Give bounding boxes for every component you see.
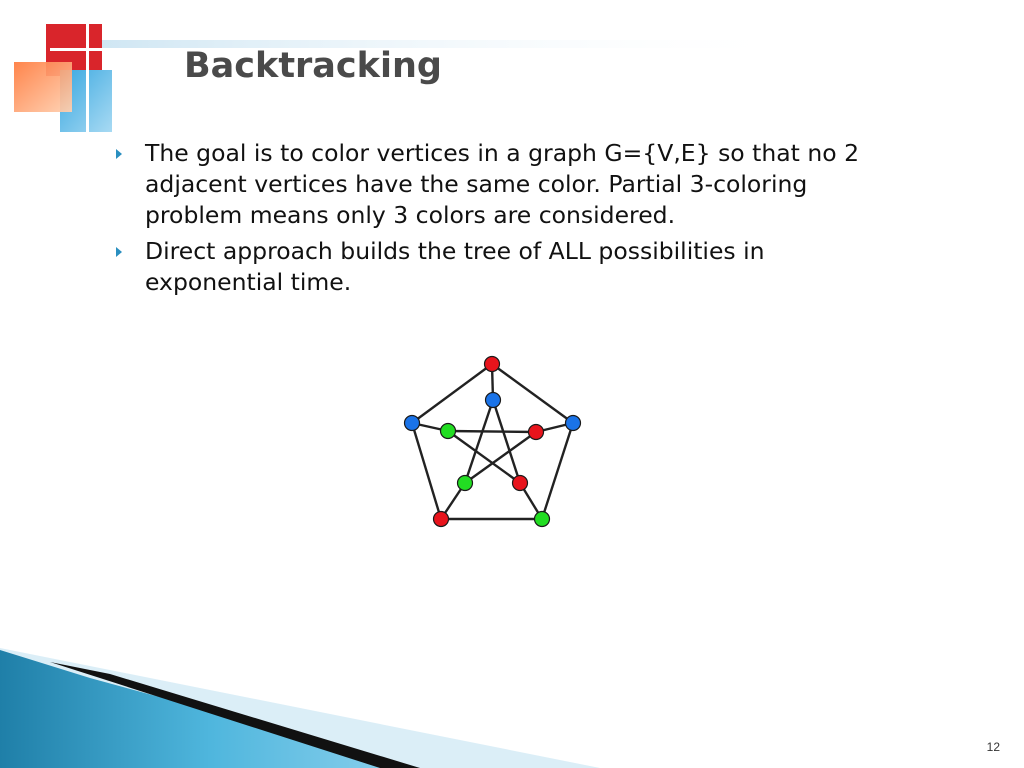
triangle-bullet-icon [116,247,122,257]
graph-edges [412,364,573,519]
petersen-graph-figure [395,350,595,535]
slide-title: Backtracking [184,46,442,86]
footer-decoration [0,640,1024,768]
logo-icon [14,14,112,132]
graph-edge [542,423,573,519]
graph-vertex-red [485,357,500,372]
graph-edge [493,400,520,483]
graph-edge [412,364,492,423]
bullet-text: The goal is to color vertices in a graph G={V,E} so that no 2 adjacent vertices have the same color. Partial 3-coloring problem means only 3 colors are considered. [145,139,860,229]
graph-vertex-green [441,424,456,439]
graph-vertex-blue [486,393,501,408]
bullet-item [114,236,904,298]
graph-vertex-red [434,512,449,527]
graph-vertex-blue [566,416,581,431]
bullet-text: Direct approach builds the tree of ALL possibilities in exponential time. [145,237,765,296]
graph-edge [465,432,536,483]
bullet-item [114,138,904,231]
graph-edge [448,431,520,483]
graph-vertex-green [535,512,550,527]
page-number: 12 [986,740,1000,754]
graph-edge [492,364,573,423]
triangle-bullet-icon [116,149,122,159]
graph-edge [412,423,441,519]
graph-vertex-red [529,425,544,440]
graph-edge [448,431,536,432]
graph-vertex-blue [405,416,420,431]
header-decoration [0,0,1024,140]
bullet-list [114,138,904,303]
graph-vertex-green [458,476,473,491]
graph-vertex-red [513,476,528,491]
graph-edge [465,400,493,483]
